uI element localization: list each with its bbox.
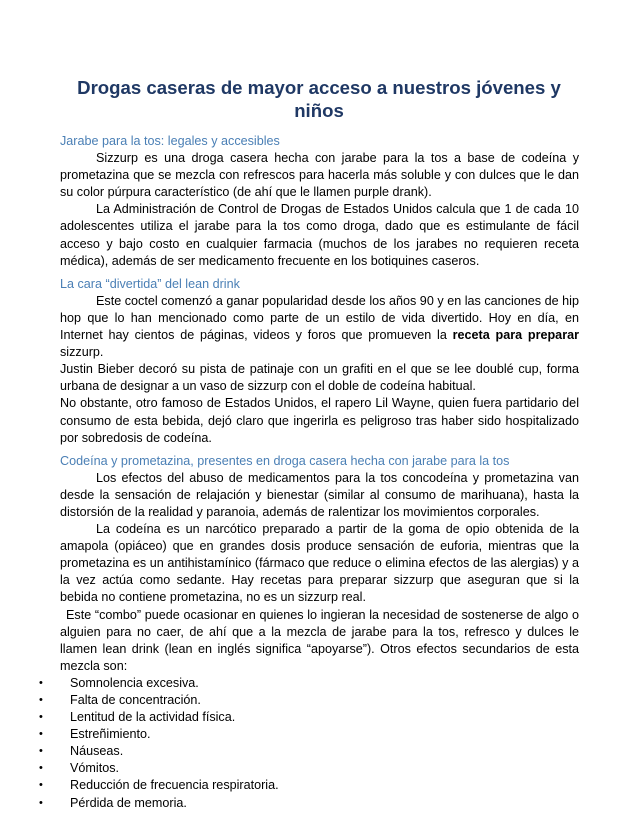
bullet-icon: • — [39, 796, 43, 809]
paragraph-administracion: La Administración de Control de Drogas de Estados Unidos calcula que 1 de cada 10 adolescentes utiliza el jarabe para la tos como droga, dado que es estimulante de fácil acceso y bajo costo en cualquier farmacia (muchos de los jarabes no requieren receta médica), además de ser medicamento frecuente en los botiquines caseros. — [60, 202, 579, 268]
paragraph-coctel-end: sizzurp. — [60, 345, 104, 360]
list-item-text: Pérdida de memoria. — [70, 795, 187, 810]
list-item — [39, 760, 579, 777]
side-effects-list — [39, 675, 579, 812]
list-item-text: Somnolencia excesiva. — [70, 675, 199, 690]
bullet-icon: • — [39, 745, 43, 758]
list-item — [39, 795, 579, 812]
list-item-text: Lentitud de la actividad física. — [70, 710, 236, 725]
paragraph-sizzurp: Sizzurp es una droga casera hecha con jarabe para la tos a base de codeína y prometazina que se mezcla con refrescos para hacerla más soluble y con dulces que le dan su color púrpura característico (de ahí que le llamen purple drank). — [60, 151, 579, 200]
list-item-text: Estreñimiento. — [70, 727, 151, 742]
bullet-icon: • — [39, 728, 43, 741]
list-item — [39, 709, 579, 726]
recipe-link-text: receta para preparar — [452, 328, 579, 343]
list-item-text: Reducción de frecuencia respiratoria. — [70, 778, 279, 793]
section-heading-jarabe: Jarabe para la tos: legales y accesibles — [60, 134, 280, 148]
list-item-text: Falta de concentración. — [70, 693, 201, 707]
paragraph-codeina-narcotico: La codeína es un narcótico preparado a partir de la goma de opio obtenida de la amapola (opiáceo) que en grandes dosis produce sensación de euforia, mientras que la prometazina es un antihistamínico (fármaco que reduce o elimina efectos de las alergias) y a la vez actúa como sedante. Hay recetas para preparar sizzurp que aseguran que si la bebida no contiene prometazina, no es un sizzurp real. — [60, 522, 579, 605]
bullet-icon: • — [39, 762, 43, 775]
bullet-icon: • — [39, 676, 43, 689]
bullet-icon: • — [39, 711, 43, 724]
paragraph-efectos: Los efectos del abuso de medicamentos para la tos concodeína y prometazina van desde la sensación de relajación y bienestar (similar al consumo de marihuana), hasta la distorsión de la realidad y paranoia, además de ralentizar los movimientos corporales. — [60, 470, 579, 519]
paragraph-bieber: Justin Bieber decoró su pista de patinaje con un grafiti en el que se lee doublé cup, forma urbana de designar a un vaso de sizzurp con el doble de codeína habitual. — [60, 362, 579, 394]
list-item — [39, 743, 579, 760]
list-item — [39, 675, 579, 692]
paragraph-coctel — [60, 293, 579, 361]
paragraph-lil-wayne: No obstante, otro famoso de Estados Unidos, el rapero Lil Wayne, quien fuera partidario del consumo de esta bebida, dejó claro que ingerirla es peligroso tras haber sido hospitalizado por sobredosis de codeína. — [60, 396, 579, 445]
bullet-icon: • — [39, 694, 43, 706]
document-body — [39, 133, 579, 812]
list-item — [39, 726, 579, 743]
paragraph-combo: Este “combo” puede ocasionar en quienes lo ingieran la necesidad de sostenerse de algo o alguien para no caer, de ahí que a la mezcla de jarabe para la tos, refresco y dulces le llamen lean drink (lean en inglés significa “apoyarse”). Otros efectos secundarios de esta mezcla son: — [60, 607, 579, 673]
list-item — [39, 777, 579, 794]
list-item-text: Náuseas. — [70, 744, 124, 759]
document-title: Drogas caseras de mayor acceso a nuestros jóvenes y niños — [77, 77, 561, 121]
list-item-text: Vómitos. — [70, 761, 119, 776]
bullet-icon: • — [39, 779, 43, 792]
paragraph-coctel-text: Este coctel comenzó a ganar popularidad desde los años 90 y en las canciones de hip hop que lo han mencionado como parte de un estilo de vida divertido. Hoy en día, en Internet hay cientos de páginas, videos y foros que promueven la — [60, 293, 579, 343]
section-heading-codeina: Codeína y prometazina, presentes en droga casera hecha con jarabe para la tos — [60, 453, 510, 468]
list-item — [39, 692, 579, 709]
section-heading-lean-drink: La cara “divertida” del lean drink — [60, 276, 240, 291]
